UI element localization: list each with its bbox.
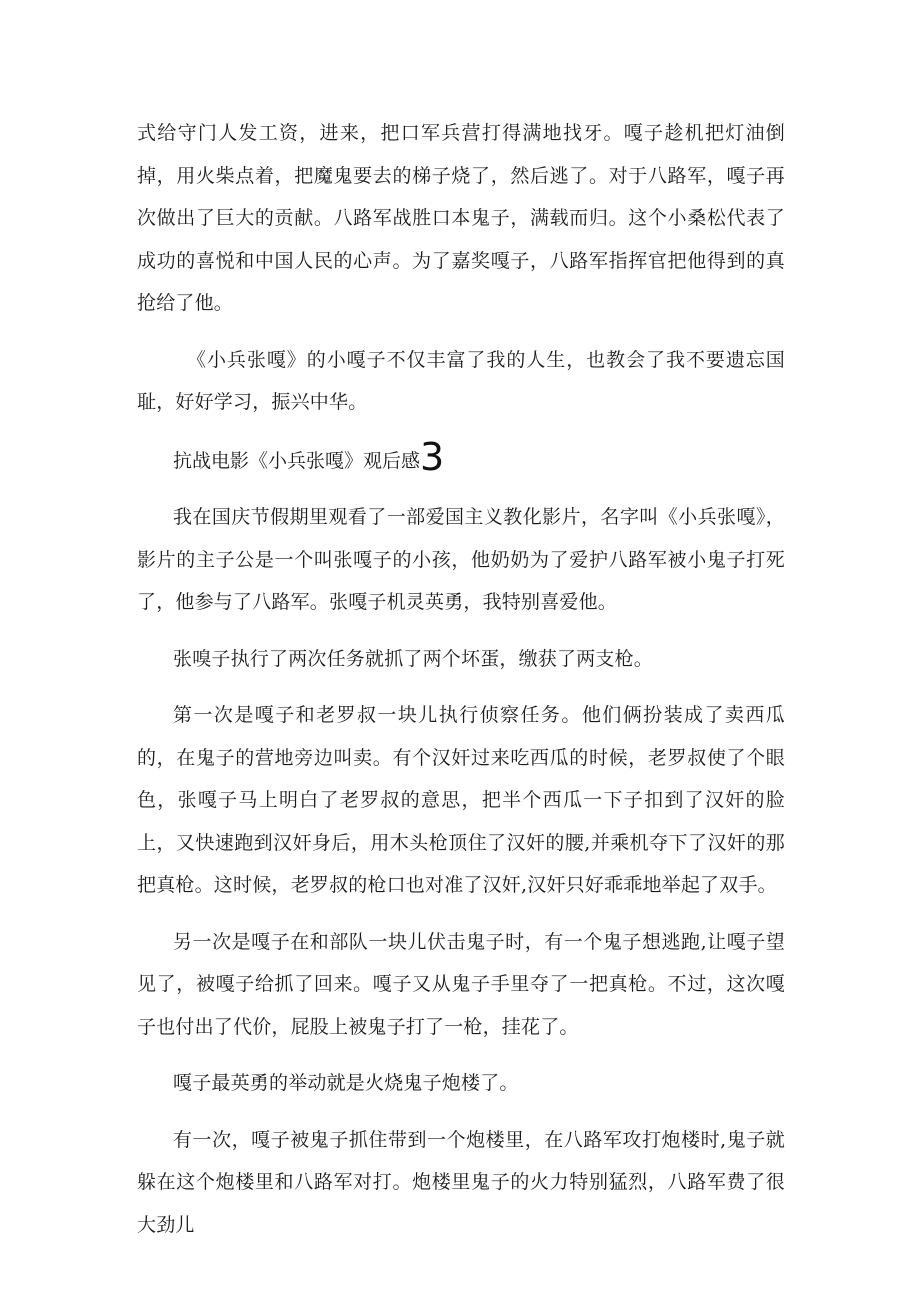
paragraph-conclusion: 《小兵张嘎》的小嘎子不仅丰富了我的人生，也教会了我不要遗忘国耻，好好学习，振兴中华。 bbox=[137, 348, 785, 413]
section-heading-text: 抗战电影《小兵张嘎》观后感 bbox=[173, 449, 421, 472]
paragraph-watchtower: 有一次，嘎子被鬼子抓住带到一个炮楼里，在八路军攻打炮楼时,鬼子就躲在这个炮楼里和八路军对打。炮楼里鬼子的火力特别猛烈，八路军费了很大劲儿 bbox=[137, 1128, 785, 1236]
paragraph-continuation: 式给守门人发工资，进来，把口军兵营打得满地找牙。嘎子趁机把灯油倒掉，用火柴点着，把魔鬼要去的梯子烧了，然后逃了。对于八路军，嘎子再次做出了巨大的贡献。八路军战胜口本鬼子，满载而归。这个小桑松代表了成功的喜悦和中国人民的心声。为了嘉奖嘎子，八路军指挥官把他得到的真抢给了他。 bbox=[137, 122, 785, 314]
document-content bbox=[137, 112, 785, 1260]
paragraph-bravest-act: 嘎子最英勇的举动就是火烧鬼子炮楼了。 bbox=[173, 1072, 519, 1094]
paragraph-second-mission: 另一次是嘎子在和部队一块儿伏击鬼子时，有一个鬼子想逃跑,让嘎子望见了，被嘎子给抓了回来。嘎子又从鬼子手里夺了一把真枪。不过，这次嘎子也付出了代价，屁股上被鬼子打了一枪，挂花了。 bbox=[137, 930, 785, 1038]
section-heading-number: 3 bbox=[420, 434, 445, 479]
paragraph-first-mission: 第一次是嘎子和老罗叔一块儿执行侦察任务。他们俩扮装成了卖西瓜的，在鬼子的营地旁边叫卖。有个汉奸过来吃西瓜的时候，老罗叔使了个眼色，张嘎子马上明白了老罗叔的意思，把半个西瓜一下子扣到了汉奸的脸上，又快速跑到汉奸身后，用木头枪顶住了汉奸的腰,并乘机夺下了汉奸的那把真枪。这时候，老罗叔的枪口也对准了汉奸,汉奸只好乖乖地举起了双手。 bbox=[137, 704, 785, 896]
paragraph-summary: 张嗅子执行了两次任务就抓了两个坏蛋，缴获了两支枪。 bbox=[173, 647, 654, 670]
paragraph-intro: 我在国庆节假期里观看了一部爱国主义教化影片，名字叫《小兵张嘎》，影片的主子公是一个叫张嘎子的小孩，他奶奶为了爱护八路军被小鬼子打死了，他参与了八路军。张嘎子机灵英勇，我特别喜爱他。 bbox=[137, 506, 785, 613]
section-heading bbox=[137, 434, 785, 483]
